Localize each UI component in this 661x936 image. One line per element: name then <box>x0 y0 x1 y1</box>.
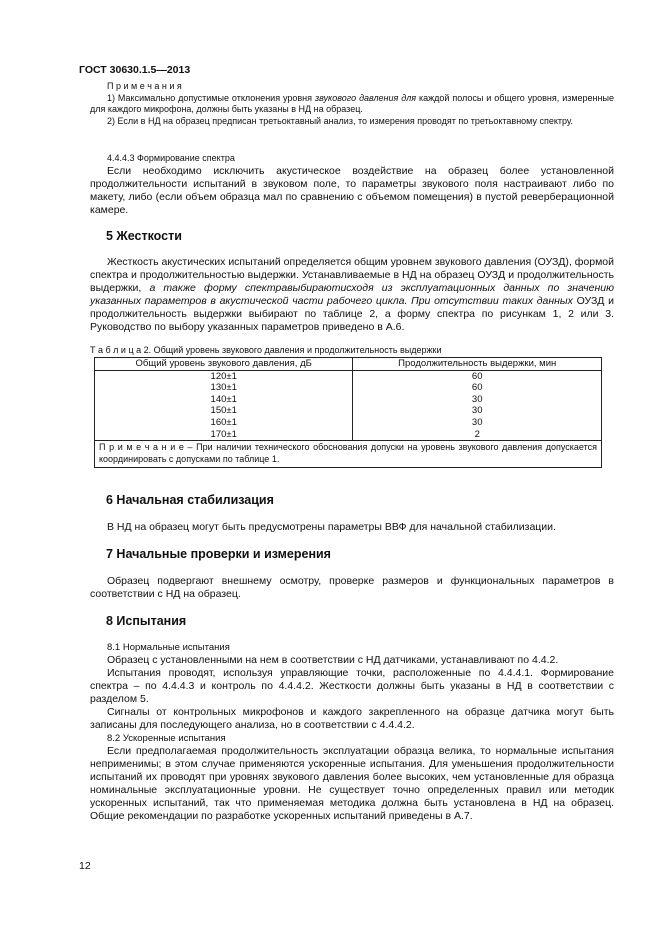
table-row: 150±1 30 <box>95 405 602 417</box>
subsection-81-title: 8.1 Нормальные испытания <box>107 642 230 653</box>
section-6-heading: 6 Начальная стабилизация <box>106 493 274 507</box>
section-5-text: Жесткость акустических испытаний определяется общим уровнем звукового давления (ОУЗД), формой спектра и продолжительностью выдержки. Устанавливаемые в НД на образец ОУЗД и продолжительность выдержки, а также форму спектравыбираютисходя из эксплуатационных данных по значению указанных параметров в акустической части рабочего цикла. При отсутствии таких данных ОУЗД и продолжительность выдержки выбирают по таблице 2, а форму спектра по рисункам 1, 2 или 3. Руководство по выбору указанных параметров приведено в А.6. <box>90 256 615 333</box>
section-8-heading: 8 Испытания <box>106 614 187 628</box>
table-header-duration: Продолжительность выдержки, мин <box>353 358 602 371</box>
table-2 <box>94 357 602 468</box>
table-row: 170±1 2 <box>95 429 602 441</box>
section-5-heading: 5 Жесткости <box>106 229 182 243</box>
table-row: 130±1 60 <box>95 382 602 394</box>
section-6-text: В НД на образец могут быть предусмотрены параметры ВВФ для начальной стабилизации. <box>107 521 556 533</box>
table-row: 120±1 60 <box>95 370 602 382</box>
note-item-2: 2) Если в НД на образец предписан третьоктавный анализ, то измерения проводят по третьоктавному спектру. <box>107 115 574 126</box>
notes-block <box>90 81 614 127</box>
table-note: П р и м е ч а н и е – При наличии технического обоснования допуски на уровень звукового давления допускается координировать с допусками по таблице 1. <box>95 441 602 468</box>
subsection-82-title: 8.2 Ускоренные испытания <box>107 733 226 744</box>
note-item-1: 1) Максимально допустимые отклонения уровня звукового давления для каждой полосы и общего уровня, измеренные для каждого микрофона, должны быть указаны в НД на образец. <box>90 92 614 114</box>
notes-title: П р и м е ч а н и я <box>107 81 182 91</box>
section-4443-text: Если необходимо исключить акустическое воздействие на образец более установленной продолжительности испытаний в звуковом поле, то параметры звукового поля настраивают либо по макету, либо (если объем образца мал по сравнению с объемом помещения) в пустой реверберационной камере. <box>90 165 614 216</box>
section-4443 <box>90 152 614 217</box>
section-8-text: 8.1 Нормальные испытания Образец с установленными на нем в соответствии с НД датчиками, устанавливают по 4.4.2. Испытания проводят, используя управляющие точки, расположенные по 4.4.4.1. Формирование спектра – по 4.4.4.3 и контроль по 4.4.4.2. Жесткости должны быть указаны в НД в соответствии с разделом 5. Сигналы от контрольных микрофонов и каждого закрепленного на образце датчика могут быть записаны для последующего анализа, но в соответствии с 4.4.4.2. 8.2 Ускоренные испытания Если предполагаемая продолжительность эксплуатации образца велика, то нормальные испытания неприменимы; в этом случае применяются ускоренные испытания. Для уменьшения продолжительности испытаний их проводят при уровнях звукового давления более высоких, чем установленные для образца номинальные эксплуатационные уровни. Не существует точно определенных правил или методик ускоренных испытаний, так что применяемая методика должна быть установлена в НД на образец. Общие рекомендации по разработке ускоренных испытаний приведены в А.7. <box>90 642 614 822</box>
table-caption: Т а б л и ц а 2. Общий уровень звукового давления и продолжительность выдержки <box>90 345 442 355</box>
section-4443-title: 4.4.4.3 Формирование спектра <box>107 153 235 163</box>
section-7-heading: 7 Начальные проверки и измерения <box>106 547 331 561</box>
table-row: 140±1 30 <box>95 394 602 406</box>
section-7-text: Образец подвергают внешнему осмотру, проверке размеров и функциональных параметров в соответствии с НД на образец. <box>90 575 614 600</box>
table-header-level: Общий уровень звукового давления, дБ <box>95 358 353 371</box>
table-row: 160±1 30 <box>95 417 602 429</box>
standard-id: ГОСТ 30630.1.5—2013 <box>79 64 191 76</box>
page-number: 12 <box>79 860 91 872</box>
